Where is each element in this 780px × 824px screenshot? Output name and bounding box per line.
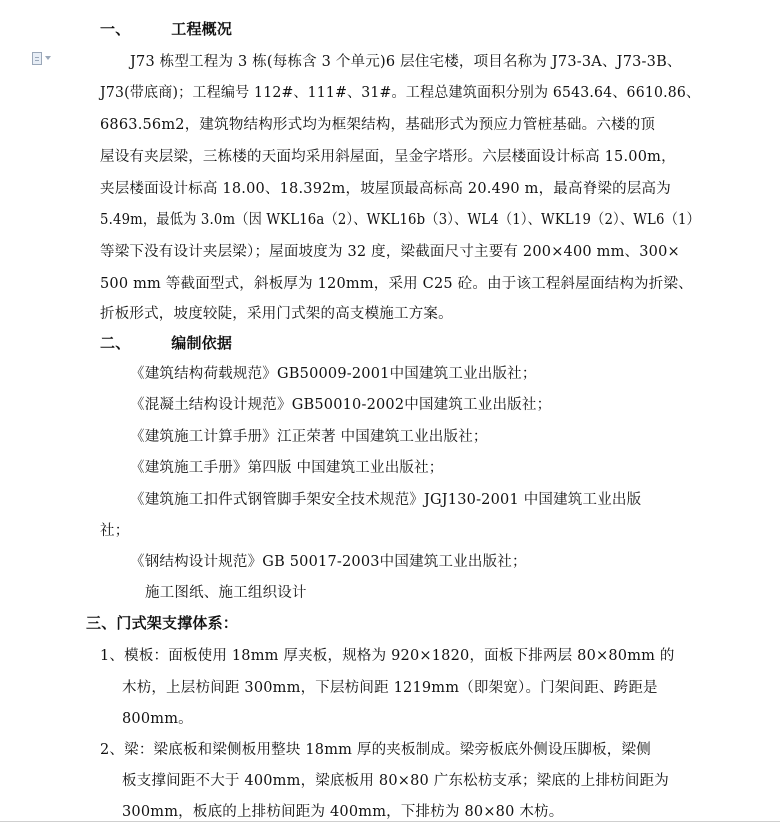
section1-number: 一、: [100, 20, 131, 38]
reference-item: 《建筑施工手册》第四版 中国建筑工业出版社；: [130, 460, 444, 476]
section3-item-1-line: 800mm。: [122, 711, 193, 727]
reference-item: 施工图纸、施工组织设计: [145, 585, 307, 601]
reference-item: 《钢结构设计规范》GB 50017-2003中国建筑工业出版社；: [130, 554, 527, 570]
section2-heading: [100, 332, 232, 353]
section3-item-2-line: 板支撑间距不大于 400mm，梁底板用 80×80 广东松枋支承；梁底的上排枋间距为: [122, 773, 669, 789]
reference-item: 《混凝土结构设计规范》GB50010-2002中国建筑工业出版社；: [130, 397, 552, 413]
section2-title: 编制依据: [171, 334, 233, 352]
reference-item-continued: 社；: [100, 523, 130, 539]
page-bottom-divider: [0, 821, 780, 822]
section1-line: 500 mm 等截面型式，斜板厚为 120mm，采用 C25 砼。由于该工程斜屋面结构为折梁、: [100, 276, 693, 292]
item-1-number: 1、: [100, 648, 125, 664]
section3-item-1-first-line: [100, 644, 675, 665]
reference-item: 《建筑施工计算手册》江正荣著 中国建筑工业出版社；: [130, 429, 488, 445]
section3-item-2-first-line: [100, 738, 651, 759]
item-2-number: 2、: [100, 742, 125, 758]
section1-line: J73(带底商)；工程编号 112#、111#、31#。工程总建筑面积分别为 6543.64、6610.86、: [100, 85, 701, 101]
section3-item-1-line: 木枋，上层枋间距 300mm，下层枋间距 1219mm（即架宽）。门架间距、跨距是: [122, 680, 658, 696]
section1-line: J73 栋型工程为 3 栋(每栋含 3 个单元)6 层住宅楼，项目名称为 J73-3A、J73-3B、: [130, 54, 682, 70]
section1-line: 6863.56m2，建筑物结构形式均为框架结构，基础形式为预应力管桩基础。六楼的顶: [100, 117, 656, 133]
section1-heading: [100, 18, 232, 39]
document-outline-icon[interactable]: [32, 50, 58, 66]
reference-item: 《建筑施工扣件式钢管脚手架安全技术规范》JGJ130-2001 中国建筑工业出版: [130, 492, 642, 508]
section1-line: 等梁下没有设计夹层梁）；屋面坡度为 32 度，梁截面尺寸主要有 200×400 mm、300×: [100, 244, 680, 260]
section3-item-2-line: 300mm，板底的上排枋间距为 400mm，下排枋为 80×80 木枋。: [122, 804, 564, 820]
section1-line: 折板形式，坡度较陡，采用门式架的高支模施工方案。: [100, 306, 453, 322]
section1-title: 工程概况: [171, 20, 233, 38]
chevron-down-icon: [45, 56, 51, 60]
section3-heading: 三、门式架支撑体系：: [86, 614, 239, 632]
item-2-text: 梁：梁底板和梁侧板用整块 18mm 厚的夹板制成。梁旁板底外侧设压脚板，梁侧: [124, 742, 651, 758]
item-1-text: 模板：面板使用 18mm 厚夹板，规格为 920×1820，面板下排两层 80×80mm 的: [124, 648, 675, 664]
reference-item: 《建筑结构荷载规范》GB50009-2001中国建筑工业出版社；: [130, 366, 537, 382]
section1-line: 5.49m，最低为 3.0m（因 WKL16a（2）、WKL16b（3）、WL4（1）、WKL19（2）、WL6（1）: [100, 212, 700, 228]
section1-line: 屋设有夹层梁，三栋楼的天面均采用斜屋面，呈金字塔形。六层楼面设计标高 15.00m，: [100, 149, 676, 165]
section2-number: 二、: [100, 334, 131, 352]
page-icon: [32, 52, 42, 65]
section1-line: 夹层楼面设计标高 18.00、18.392m，坡屋顶最高标高 20.490 m，最高脊梁的层高为: [100, 181, 671, 197]
